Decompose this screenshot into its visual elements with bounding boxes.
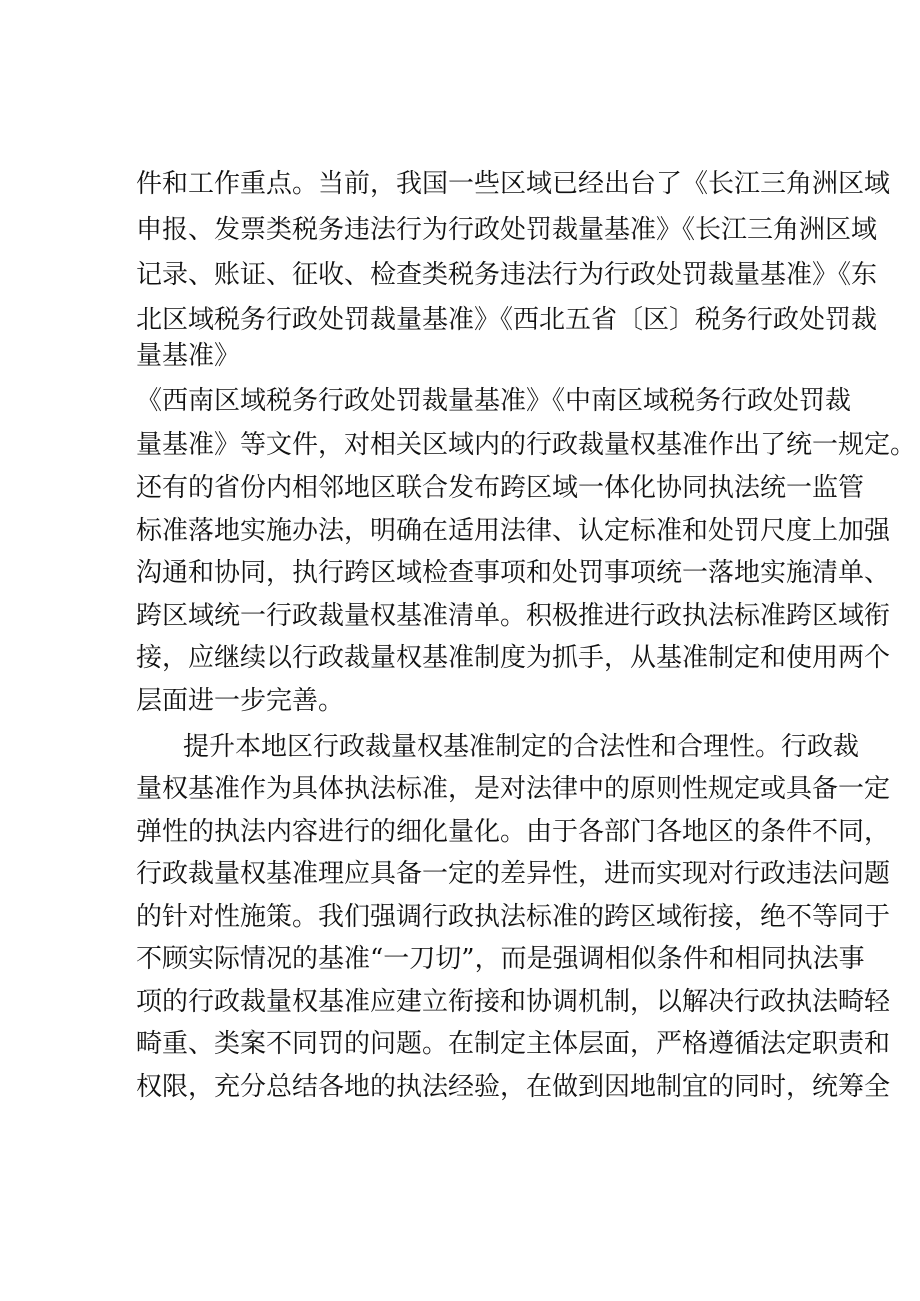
text-line: 量基准》等文件，对相关区域内的行政裁量权基准作出了统一规定。 [136,430,917,460]
text-line: 不顾实际情况的基准“一刀切”，而是强调相似条件和相同执法事 [136,944,865,974]
text-line: 权限，充分总结各地的执法经验，在做到因地制宜的同时，统筹全 [136,1072,891,1102]
text-line: 沟通和协同，执行跨区域检查事项和处罚事项统一落地实施清单、 [136,558,891,588]
text-line: 件和工作重点。当前，我国一些区域已经出台了《长江三角洲区域 [136,169,891,199]
text-line: 量权基准作为具体执法标准，是对法律中的原则性规定或具备一定 [136,774,891,804]
text-line: 标准落地实施办法，明确在适用法律、认定标准和处罚尺度上加强 [136,516,891,546]
text-line: 行政裁量权基准理应具备一定的差异性，进而实现对行政违法问题 [136,859,891,889]
text-line: 记录、账证、征收、检查类税务违法行为行政处罚裁量基准》《东 [136,260,878,290]
text-line: 跨区域统一行政裁量权基准清单。积极推进行政执法标准跨区域衔 [136,601,891,631]
text-line: 畸重、类案不同罚的问题。在制定主体层面，严格遵循法定职责和 [136,1029,891,1059]
text-line: 的针对性施策。我们强调行政执法标准的跨区域衔接，绝不等同于 [136,902,891,932]
text-line: 弹性的执法内容进行的细化量化。由于各部门各地区的条件不同， [136,817,891,847]
text-line: 还有的省份内相邻地区联合发布跨区域一体化协同执法统一监管 [136,473,865,503]
text-line: 层面进一步完善。 [136,686,345,716]
text-line: 申报、发票类税务违法行为行政处罚裁量基准》《长江三角洲区域 [136,215,878,245]
text-line: 《西南区域税务行政处罚裁量基准》《中南区域税务行政处罚裁 [136,386,852,416]
text-line: 项的行政裁量权基准应建立衔接和协调机制，以解决行政执法畸轻 [136,987,891,1017]
paragraph-first-line: 提升本地区行政裁量权基准制定的合法性和合理性。行政裁 [183,732,860,762]
text-line: 接，应继续以行政裁量权基准制度为抓手，从基准制定和使用两个 [136,643,891,673]
text-line: 北区域税务行政处罚裁量基准》《西北五省〔区〕税务行政处罚裁 [136,305,878,335]
text-line: 量基准》 [136,341,241,371]
